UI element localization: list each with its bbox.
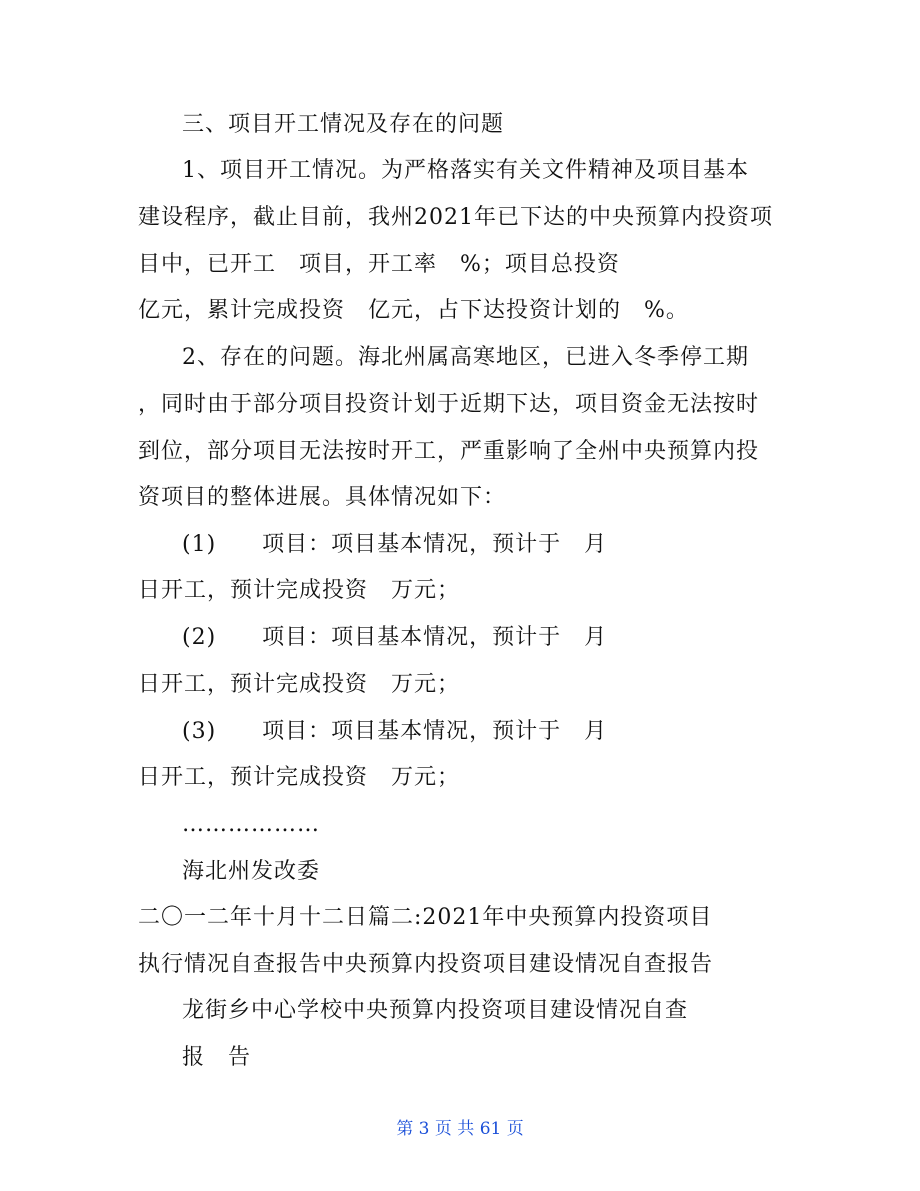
date-line: 二〇一二年十月十二日篇二:2021年中央预算内投资项目 xyxy=(138,905,713,930)
paragraph-line: 执行情况自查报告中央预算内投资项目建设情况自查报告 xyxy=(138,952,714,977)
paragraph-line: 2、存在的问题。海北州属高寒地区，已进入冬季停工期 xyxy=(182,345,749,370)
paragraph-line: 目中，已开工 项目，开工率 %；项目总投资 xyxy=(138,252,620,277)
report-title-line: 龙街乡中心学校中央预算内投资项目建设情况自查 xyxy=(182,998,689,1023)
list-item-line: (1) 项目：项目基本情况，预计于 月 xyxy=(182,532,608,557)
list-item-line: 日开工，预计完成投资 万元； xyxy=(138,578,461,603)
list-item-line: (2) 项目：项目基本情况，预计于 月 xyxy=(182,625,608,650)
paragraph-line: 资项目的整体进展。具体情况如下： xyxy=(138,485,507,510)
paragraph-line: 到位，部分项目无法按时开工，严重影响了全州中央预算内投 xyxy=(138,439,760,464)
ellipsis-line: ……………… xyxy=(182,812,320,837)
paragraph-line: 建设程序，截止目前，我州2021年已下达的中央预算内投资项 xyxy=(138,205,773,230)
page-indicator: 第 3 页 共 61 页 xyxy=(396,1119,524,1139)
list-item-line: 日开工，预计完成投资 万元； xyxy=(138,672,461,697)
paragraph-line: ，同时由于部分项目投资计划于近期下达，项目资金无法按时 xyxy=(138,392,760,417)
list-item-line: (3) 项目：项目基本情况，预计于 月 xyxy=(182,719,608,744)
signature-org: 海北州发改委 xyxy=(182,859,321,884)
paragraph-line: 1、项目开工情况。为严格落实有关文件精神及项目基本 xyxy=(182,158,749,183)
report-title-line: 报 告 xyxy=(182,1045,252,1070)
paragraph-line: 亿元，累计完成投资 亿元，占下达投资计划的 %。 xyxy=(138,298,689,323)
list-item-line: 日开工，预计完成投资 万元； xyxy=(138,765,461,790)
section-heading: 三、项目开工情况及存在的问题 xyxy=(182,112,505,137)
